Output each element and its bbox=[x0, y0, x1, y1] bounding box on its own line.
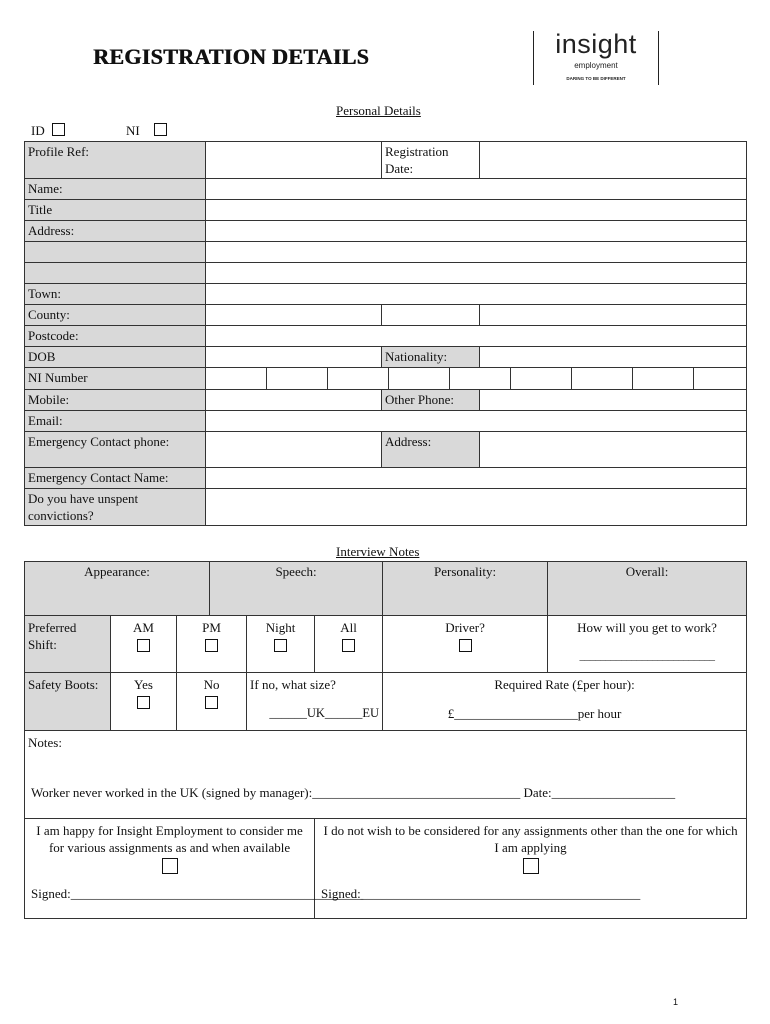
table-row bbox=[25, 200, 747, 221]
ni-checkbox[interactable] bbox=[154, 123, 167, 136]
registration-date-label: Registration Date: bbox=[382, 142, 480, 179]
pm-checkbox[interactable] bbox=[205, 639, 218, 652]
other-phone-field[interactable] bbox=[480, 390, 747, 411]
town-label: Town: bbox=[25, 284, 206, 305]
page-number: 1 bbox=[672, 997, 678, 1007]
table-row bbox=[25, 368, 747, 390]
emergency-name-field[interactable] bbox=[206, 468, 747, 489]
address-blank-label bbox=[25, 263, 206, 284]
ni-digit-box[interactable] bbox=[633, 368, 694, 389]
if-no-size-label: If no, what size? bbox=[250, 677, 336, 692]
night-checkbox[interactable] bbox=[274, 639, 287, 652]
id-checkbox[interactable] bbox=[52, 123, 65, 136]
convictions-label: Do you have unspent convictions? bbox=[25, 489, 206, 526]
ni-digit-box[interactable] bbox=[328, 368, 389, 389]
never-worked-line[interactable]: Worker never worked in the UK (signed by manager):________________________________ Date:___________________ bbox=[31, 785, 676, 800]
table-row bbox=[25, 390, 747, 411]
id-option bbox=[31, 123, 45, 139]
no-label: No bbox=[203, 677, 220, 692]
profile-ref-field[interactable] bbox=[206, 142, 382, 179]
table-row bbox=[25, 263, 747, 284]
address-label: Address: bbox=[25, 221, 206, 242]
emergency-address-field[interactable] bbox=[480, 432, 747, 468]
title-label: Title bbox=[25, 200, 206, 221]
logo-name: insight bbox=[555, 29, 637, 59]
mobile-field[interactable] bbox=[206, 390, 382, 411]
consent-left-text: I am happy for Insight Employment to consider me for various assignments as and when available bbox=[36, 823, 303, 855]
name-field[interactable] bbox=[206, 179, 747, 200]
required-rate-line[interactable]: £___________________per hour bbox=[447, 706, 622, 721]
required-rate-label: Required Rate (£per hour): bbox=[494, 677, 635, 692]
nationality-field[interactable] bbox=[480, 347, 747, 368]
table-row bbox=[25, 221, 747, 242]
table-row bbox=[25, 347, 747, 368]
table-row bbox=[25, 326, 747, 347]
page-title: REGISTRATION DETAILS bbox=[93, 44, 369, 69]
table-row bbox=[25, 411, 747, 432]
overall-label: Overall: bbox=[625, 564, 669, 579]
emergency-address-label: Address: bbox=[382, 432, 480, 468]
address-blank-label bbox=[25, 242, 206, 263]
ni-digit-box[interactable] bbox=[694, 368, 746, 389]
address-line-1-field[interactable] bbox=[206, 221, 747, 242]
speech-label: Speech: bbox=[275, 564, 317, 579]
signed-right-line[interactable]: Signed:___________________________________________ bbox=[321, 886, 641, 901]
personality-label: Personality: bbox=[433, 564, 497, 579]
yes-checkbox[interactable] bbox=[137, 696, 150, 709]
ni-number-boxes bbox=[206, 368, 747, 390]
other-phone-label: Other Phone: bbox=[382, 390, 480, 411]
emergency-phone-field[interactable] bbox=[206, 432, 382, 468]
county-label: County: bbox=[25, 305, 206, 326]
id-label: ID bbox=[31, 123, 45, 138]
required-rate-cell bbox=[383, 673, 747, 731]
notes-cell[interactable] bbox=[25, 731, 747, 819]
personality-cell[interactable] bbox=[383, 562, 548, 616]
table-row bbox=[25, 468, 747, 489]
table-row bbox=[25, 284, 747, 305]
ni-digit-box[interactable] bbox=[572, 368, 633, 389]
table-row bbox=[25, 819, 747, 919]
town-field[interactable] bbox=[206, 284, 747, 305]
table-row bbox=[25, 562, 747, 616]
all-cell bbox=[315, 616, 383, 673]
table-row bbox=[25, 179, 747, 200]
emergency-phone-label: Emergency Contact phone: bbox=[25, 432, 206, 468]
county-field[interactable] bbox=[206, 305, 382, 326]
table-row bbox=[25, 731, 747, 819]
ni-digit-box[interactable] bbox=[511, 368, 572, 389]
logo-tagline: DARING TO BE DIFFERENT bbox=[566, 76, 626, 81]
how-get-to-work-cell bbox=[548, 616, 747, 673]
county-extra-field[interactable] bbox=[382, 305, 480, 326]
preferred-shift-label: Preferred Shift: bbox=[25, 616, 111, 673]
dob-field[interactable] bbox=[206, 347, 382, 368]
boot-size-line[interactable]: ______UK______EU bbox=[269, 706, 380, 720]
appearance-label: Appearance: bbox=[84, 564, 150, 579]
ni-number-label: NI Number bbox=[25, 368, 206, 390]
how-get-to-work-label: How will you get to work? bbox=[577, 620, 717, 635]
ni-digit-box[interactable] bbox=[206, 368, 267, 389]
table-row bbox=[25, 242, 747, 263]
table-row bbox=[25, 142, 747, 179]
yes-cell bbox=[111, 673, 177, 731]
table-row bbox=[25, 305, 747, 326]
ni-digit-box[interactable] bbox=[450, 368, 511, 389]
safety-boots-label: Safety Boots: bbox=[25, 673, 111, 731]
email-label: Email: bbox=[25, 411, 206, 432]
dob-label: DOB bbox=[25, 347, 206, 368]
driver-cell bbox=[383, 616, 548, 673]
ni-digit-box[interactable] bbox=[267, 368, 328, 389]
title-field[interactable] bbox=[206, 200, 747, 221]
county-extra-field-2[interactable] bbox=[480, 305, 747, 326]
consent-right-checkbox[interactable] bbox=[523, 858, 539, 874]
personal-details-table bbox=[24, 141, 747, 526]
profile-ref-label: Profile Ref: bbox=[25, 142, 206, 179]
am-cell bbox=[111, 616, 177, 673]
address-line-2-field[interactable] bbox=[206, 242, 747, 263]
boot-size-cell bbox=[247, 673, 383, 731]
am-checkbox[interactable] bbox=[137, 639, 150, 652]
all-label: All bbox=[340, 620, 357, 635]
consent-left-checkbox[interactable] bbox=[162, 858, 178, 874]
table-row bbox=[25, 616, 747, 673]
interview-notes-table bbox=[24, 561, 747, 919]
interview-notes-heading: Interview Notes bbox=[336, 544, 420, 559]
email-field[interactable] bbox=[206, 411, 747, 432]
night-label: Night bbox=[265, 620, 296, 635]
signed-left-line[interactable]: Signed:_____________________________________________ bbox=[31, 886, 364, 901]
all-checkbox[interactable] bbox=[342, 639, 355, 652]
no-cell bbox=[177, 673, 247, 731]
name-label: Name: bbox=[25, 179, 206, 200]
driver-checkbox[interactable] bbox=[459, 639, 472, 652]
how-get-to-work-line[interactable]: __________________________ bbox=[579, 650, 715, 662]
ni-option bbox=[126, 123, 140, 139]
address-line-3-field[interactable] bbox=[206, 263, 747, 284]
am-label: AM bbox=[133, 620, 154, 635]
convictions-field[interactable] bbox=[206, 489, 747, 526]
emergency-name-label: Emergency Contact Name: bbox=[25, 468, 206, 489]
personal-details-heading: Personal Details bbox=[336, 103, 421, 118]
pm-label: PM bbox=[202, 620, 221, 635]
consent-right-text: I do not wish to be considered for any assignments other than the one for which I am applying bbox=[323, 823, 738, 855]
overall-cell[interactable] bbox=[548, 562, 747, 616]
insight-employment-logo bbox=[533, 31, 659, 85]
nationality-label: Nationality: bbox=[382, 347, 480, 368]
no-checkbox[interactable] bbox=[205, 696, 218, 709]
postcode-field[interactable] bbox=[206, 326, 747, 347]
consent-left-cell bbox=[25, 819, 364, 919]
yes-label: Yes bbox=[134, 677, 153, 692]
notes-label: Notes: bbox=[28, 735, 62, 750]
pm-cell bbox=[177, 616, 247, 673]
speech-cell[interactable] bbox=[210, 562, 383, 616]
table-row bbox=[25, 673, 747, 731]
appearance-cell[interactable] bbox=[25, 562, 210, 616]
night-cell bbox=[247, 616, 315, 673]
ni-label: NI bbox=[126, 123, 140, 138]
ni-digit-box[interactable] bbox=[389, 368, 450, 389]
mobile-label: Mobile: bbox=[25, 390, 206, 411]
consent-right-cell bbox=[315, 819, 747, 919]
table-row bbox=[25, 489, 747, 526]
table-row bbox=[25, 432, 747, 468]
postcode-label: Postcode: bbox=[25, 326, 206, 347]
logo-sub: employment bbox=[574, 61, 618, 70]
registration-date-field[interactable] bbox=[480, 142, 747, 179]
driver-label: Driver? bbox=[445, 620, 485, 635]
